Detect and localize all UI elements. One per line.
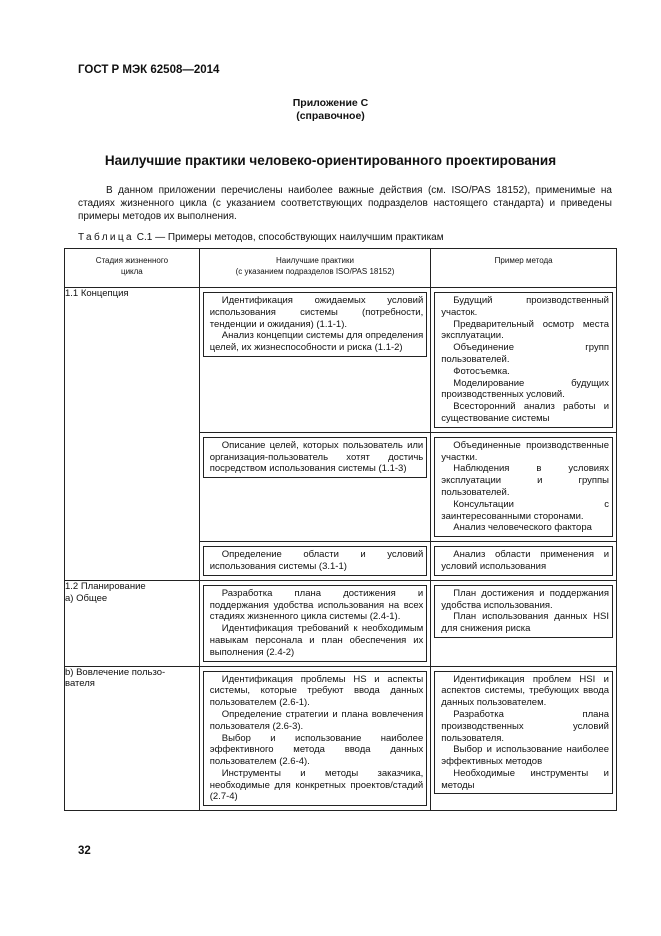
- practice-paragraph: Идентификация ожидаемых условий использования системы (потребности, тенденции и ожидания) (1.1-1).: [209, 295, 424, 330]
- method-box: [434, 585, 613, 638]
- practice-cell: [199, 580, 431, 666]
- method-paragraph: План использования данных HSI для снижения риска: [441, 611, 609, 635]
- stage-cell: [65, 288, 200, 581]
- method-paragraph: Всесторонний анализ работы и существование системы: [441, 401, 609, 424]
- method-cell: [431, 666, 617, 811]
- method-paragraph: Будущий производственный участок.: [441, 295, 609, 318]
- practice-paragraph: Идентификация проблемы HS и аспекты системы, которые требуют ввода данных пользователем (2.6-1).: [209, 673, 424, 709]
- method-paragraph: Фотосъемка.: [453, 365, 510, 377]
- header-practice-line2: (с указанием подразделов ISO/PAS 18152): [235, 267, 395, 276]
- method-box: [434, 671, 613, 795]
- stage-cell: [65, 580, 200, 666]
- method-cell: [431, 580, 617, 666]
- method-paragraph: Разработка плана производственных условий пользователя.: [441, 708, 609, 744]
- method-paragraph: Необходимые инструменты и методы: [441, 767, 609, 791]
- method-paragraph: Идентификация проблем HSI и аспектов системы, требующих ввода данных пользователем.: [441, 673, 609, 709]
- method-paragraph: Консультации с заинтересованными сторонами.: [441, 498, 609, 522]
- header-practice-line1: Наилучшие практики: [275, 256, 354, 265]
- method-cell: [431, 542, 617, 581]
- header-practice: [199, 249, 431, 288]
- method-cell: [431, 288, 617, 433]
- intro-paragraph: В данном приложении перечислены наиболее важные действия (см. ISO/PAS 18152), применимые на стадиях жизненного цикла (с указанием соответствующих подразделов настоящего стандарта) и приведены примеры методов их выполнения.: [78, 185, 612, 222]
- practice-paragraph: Выбор и использование наиболее эффективного метода ввода данных пользователем (2.6-4).: [209, 732, 424, 768]
- method-cell: [431, 432, 617, 541]
- practice-paragraph: Инструменты и методы заказчика, необходимые для конкретных проектов/стадий (2.7-4): [209, 767, 424, 803]
- annex-heading: [0, 97, 661, 123]
- header-stage: [65, 249, 200, 288]
- header-method: [431, 249, 617, 288]
- practice-paragraph: Определение стратегии и плана вовлечения пользователя (2.6-3).: [209, 708, 424, 732]
- table-header-row: [65, 249, 617, 288]
- stage-cell: [65, 666, 200, 811]
- practice-box: [203, 546, 428, 576]
- stage-text: 1.2 Планирование: [65, 580, 146, 592]
- stage-text: 1.1 Концепция: [65, 288, 129, 299]
- stage-text: b) Вовлечение пользо-: [65, 666, 166, 678]
- table-body: [65, 288, 617, 811]
- method-paragraph: Предварительный осмотр места эксплуатации.: [441, 318, 609, 342]
- page-number: 32: [78, 845, 91, 857]
- method-paragraph: План достижения и поддержания удобства использования.: [441, 587, 609, 611]
- table-caption-text: С.1 — Примеры методов, способствующих наилучшим практикам: [134, 232, 444, 243]
- method-paragraph: Объединенные производственные участки.: [441, 439, 609, 463]
- header-method-text: Пример метода: [494, 256, 553, 265]
- practice-paragraph: Описание целей, которых пользователь или организация-пользователь хотят достичь посредством использования системы (1.1-3): [209, 439, 424, 475]
- method-box: [434, 437, 613, 537]
- method-box: [434, 546, 613, 576]
- method-paragraph: Выбор и использование наиболее эффективных методов: [441, 744, 609, 768]
- annex-type: (справочное): [296, 110, 365, 122]
- practice-box: [203, 292, 428, 357]
- practice-paragraph: Определение области и условий использования системы (3.1-1): [209, 549, 424, 572]
- method-paragraph: Анализ области применения и условий использования: [441, 549, 609, 572]
- table-caption: [78, 232, 444, 243]
- stage-text: a) Общее: [65, 592, 108, 604]
- practice-cell: [199, 666, 431, 811]
- method-paragraph: Моделирование будущих производственных условий.: [441, 377, 609, 401]
- page-title: Наилучшие практики человеко-ориентированного проектирования: [104, 153, 557, 168]
- header-stage-line1: Стадия жизненного: [95, 256, 169, 265]
- header-stage-line2: цикла: [120, 267, 143, 276]
- table-row: [65, 666, 617, 811]
- method-box: [434, 292, 613, 428]
- practice-paragraph: Анализ концепции системы для определения целей, их жизнеспособности и риска (1.1-2): [209, 330, 424, 354]
- practice-box: [203, 671, 428, 807]
- document-code: ГОСТ Р МЭК 62508—2014: [78, 64, 220, 76]
- practice-paragraph: Разработка плана достижения и поддержания удобства использования на всех стадиях жизненного цикла системы (2.4-1).: [209, 587, 424, 623]
- annex-label: Приложение С: [292, 97, 369, 109]
- practice-cell: [199, 542, 431, 581]
- practice-paragraph: Идентификация требований к необходимым навыкам персонала и план обеспечения их выполнения (2.4-2): [209, 623, 424, 658]
- table-caption-label: Таблица: [78, 232, 135, 243]
- practice-box: [203, 585, 428, 662]
- practice-cell: [199, 288, 431, 433]
- stage-text: вателя: [65, 678, 95, 690]
- table-row: [65, 288, 617, 433]
- practices-table: [64, 248, 617, 811]
- practice-cell: [199, 432, 431, 541]
- table-row: [65, 580, 617, 666]
- method-paragraph: Наблюдения в условиях эксплуатации и группы пользователей.: [441, 463, 609, 498]
- method-paragraph: Объединение групп пользователей.: [441, 342, 609, 365]
- method-paragraph: Анализ человеческого фактора: [453, 522, 592, 534]
- practice-box: [203, 437, 428, 478]
